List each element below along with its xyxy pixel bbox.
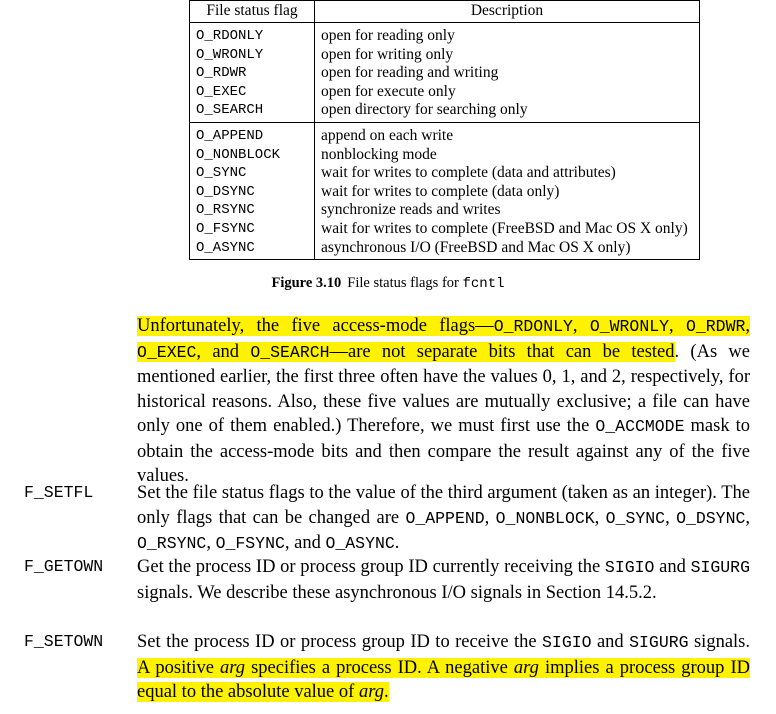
description-cell: open for execute only — [321, 82, 456, 100]
access-mode-paragraph — [137, 314, 750, 489]
f-getown-description — [137, 555, 750, 605]
text-span: Set the process ID or process group ID to receive the — [137, 632, 543, 652]
flag-cell: O_SEARCH — [190, 101, 315, 122]
flag-cell: O_APPEND — [190, 122, 315, 145]
description-cell: open for writing only — [321, 45, 454, 63]
code-span: SIGURG — [629, 633, 689, 652]
arg-emphasis: arg — [358, 682, 384, 702]
code-span: O_APPEND — [405, 508, 485, 528]
table-row — [190, 220, 700, 239]
flag-cell: O_RSYNC — [190, 201, 315, 220]
description-cell: synchronize reads and writes — [321, 201, 501, 219]
flag-cell: O_ASYNC — [190, 239, 315, 260]
text-span: and — [591, 632, 630, 652]
text-span: . (As we mentioned earlier, the first three often have the values 0, 1, and 2, respectively, for historical reasons. Also, these five values are mutually exclusive; a file can have only one of them enabled.) Therefore, we must first use the — [137, 341, 750, 436]
flag-cell: O_NONBLOCK — [190, 146, 315, 165]
description-cell: wait for writes to complete (data and attributes) — [321, 164, 616, 182]
text-span: , — [594, 507, 606, 528]
caption-code: fcntl — [462, 276, 505, 292]
figure-caption — [0, 275, 776, 292]
table-row — [190, 239, 700, 260]
text-span: , — [572, 316, 590, 336]
flag-cell: O_RDWR — [190, 64, 315, 83]
description-cell: nonblocking mode — [321, 145, 437, 163]
description-cell: open for reading and writing — [321, 64, 499, 82]
f-setfl-description — [137, 481, 750, 557]
text-span: signals. — [688, 632, 750, 652]
table-row — [190, 183, 700, 202]
code-span: O_DSYNC — [676, 508, 746, 528]
flag-cell: O_FSYNC — [190, 220, 315, 239]
code-span: SIGIO — [604, 558, 655, 577]
description-cell: open directory for searching only — [321, 101, 528, 119]
text-span: mask to obtain the access-mode bits and then compare the result against any of the five values. — [137, 416, 750, 486]
flag-cell: O_SYNC — [190, 164, 315, 183]
flag-cell: O_DSYNC — [190, 183, 315, 202]
header-description: Description — [315, 1, 700, 23]
f-setown-description — [137, 630, 750, 705]
flag-cell: O_RDONLY — [190, 23, 315, 46]
table-row — [190, 101, 700, 122]
text-span: A positive — [137, 657, 221, 678]
table-row — [190, 83, 700, 102]
code-span: O_SEARCH — [250, 342, 330, 362]
code-span: O_RDONLY — [493, 317, 573, 336]
text-span: signals. We describe these asynchronous I/O signals in Section 14.5.2. — [137, 582, 657, 603]
text-span: , — [484, 507, 496, 528]
term-f-setown: F_SETOWN — [24, 632, 104, 651]
code-span: SIGIO — [542, 633, 592, 652]
table-row — [190, 64, 700, 83]
flag-cell: O_EXEC — [190, 83, 315, 102]
text-span: , — [206, 533, 216, 553]
text-span: , and — [284, 533, 326, 553]
highlighted-text — [137, 658, 750, 703]
table-row — [190, 46, 700, 65]
code-span: O_FSYNC — [215, 534, 285, 553]
description-cell: wait for writes to complete (FreeBSD and Mac OS X only) — [321, 219, 688, 237]
figure-label: Figure 3.10 — [271, 275, 342, 291]
file-status-flags-table — [189, 0, 700, 260]
table-row — [190, 164, 700, 183]
text-span: Get the process ID or process group ID currently receiving the — [137, 557, 605, 577]
arg-emphasis: arg — [513, 657, 539, 678]
caption-text: File status flags for — [347, 275, 459, 291]
code-span: O_ACCMODE — [595, 417, 685, 436]
flag-cell: O_WRONLY — [190, 46, 315, 65]
description-cell: open for reading only — [321, 27, 455, 44]
arg-emphasis: arg — [220, 657, 246, 678]
description-cell: append on each write — [315, 122, 700, 145]
text-span: specifies a process ID. A negative — [245, 657, 514, 678]
text-span: , — [745, 507, 750, 528]
text-span: . — [394, 533, 400, 553]
highlighted-text — [137, 316, 750, 362]
code-span: O_ASYNC — [325, 534, 395, 553]
header-file-status-flag: File status flag — [190, 1, 315, 23]
code-span: O_RSYNC — [137, 534, 207, 553]
text-span: . — [383, 682, 389, 702]
table-body — [190, 23, 700, 260]
table-header-row — [190, 1, 700, 23]
code-span: O_EXEC — [137, 342, 197, 362]
text-span: , — [745, 316, 751, 336]
text-span: Set the file status flags to the value of the third argument (taken as an integer). The only flags that can be changed are — [137, 483, 750, 528]
description-cell: asynchronous I/O (FreeBSD and Mac OS X only) — [321, 238, 631, 256]
code-span: SIGURG — [690, 558, 750, 577]
text-span: and — [654, 557, 691, 577]
code-span: O_SYNC — [605, 508, 666, 528]
term-f-setfl: F_SETFL — [24, 483, 94, 502]
text-span: Unfortunately, the five access-mode flags— — [137, 316, 494, 336]
description-cell: wait for writes to complete (data only) — [321, 182, 560, 200]
text-span: , — [669, 316, 686, 336]
code-span: O_WRONLY — [589, 317, 670, 336]
table-row — [190, 122, 700, 145]
term-f-getown: F_GETOWN — [24, 557, 104, 576]
text-span: , — [665, 507, 677, 528]
table-row — [190, 146, 700, 165]
code-span: O_NONBLOCK — [495, 508, 595, 528]
text-span: , and — [196, 341, 251, 362]
table-row — [190, 201, 700, 220]
table-row — [190, 23, 700, 46]
text-span: —are not separate bits that can be tested — [329, 341, 675, 362]
text-span: implies a process group ID equal to the absolute value of — [137, 657, 750, 702]
code-span: O_RDWR — [685, 317, 746, 336]
